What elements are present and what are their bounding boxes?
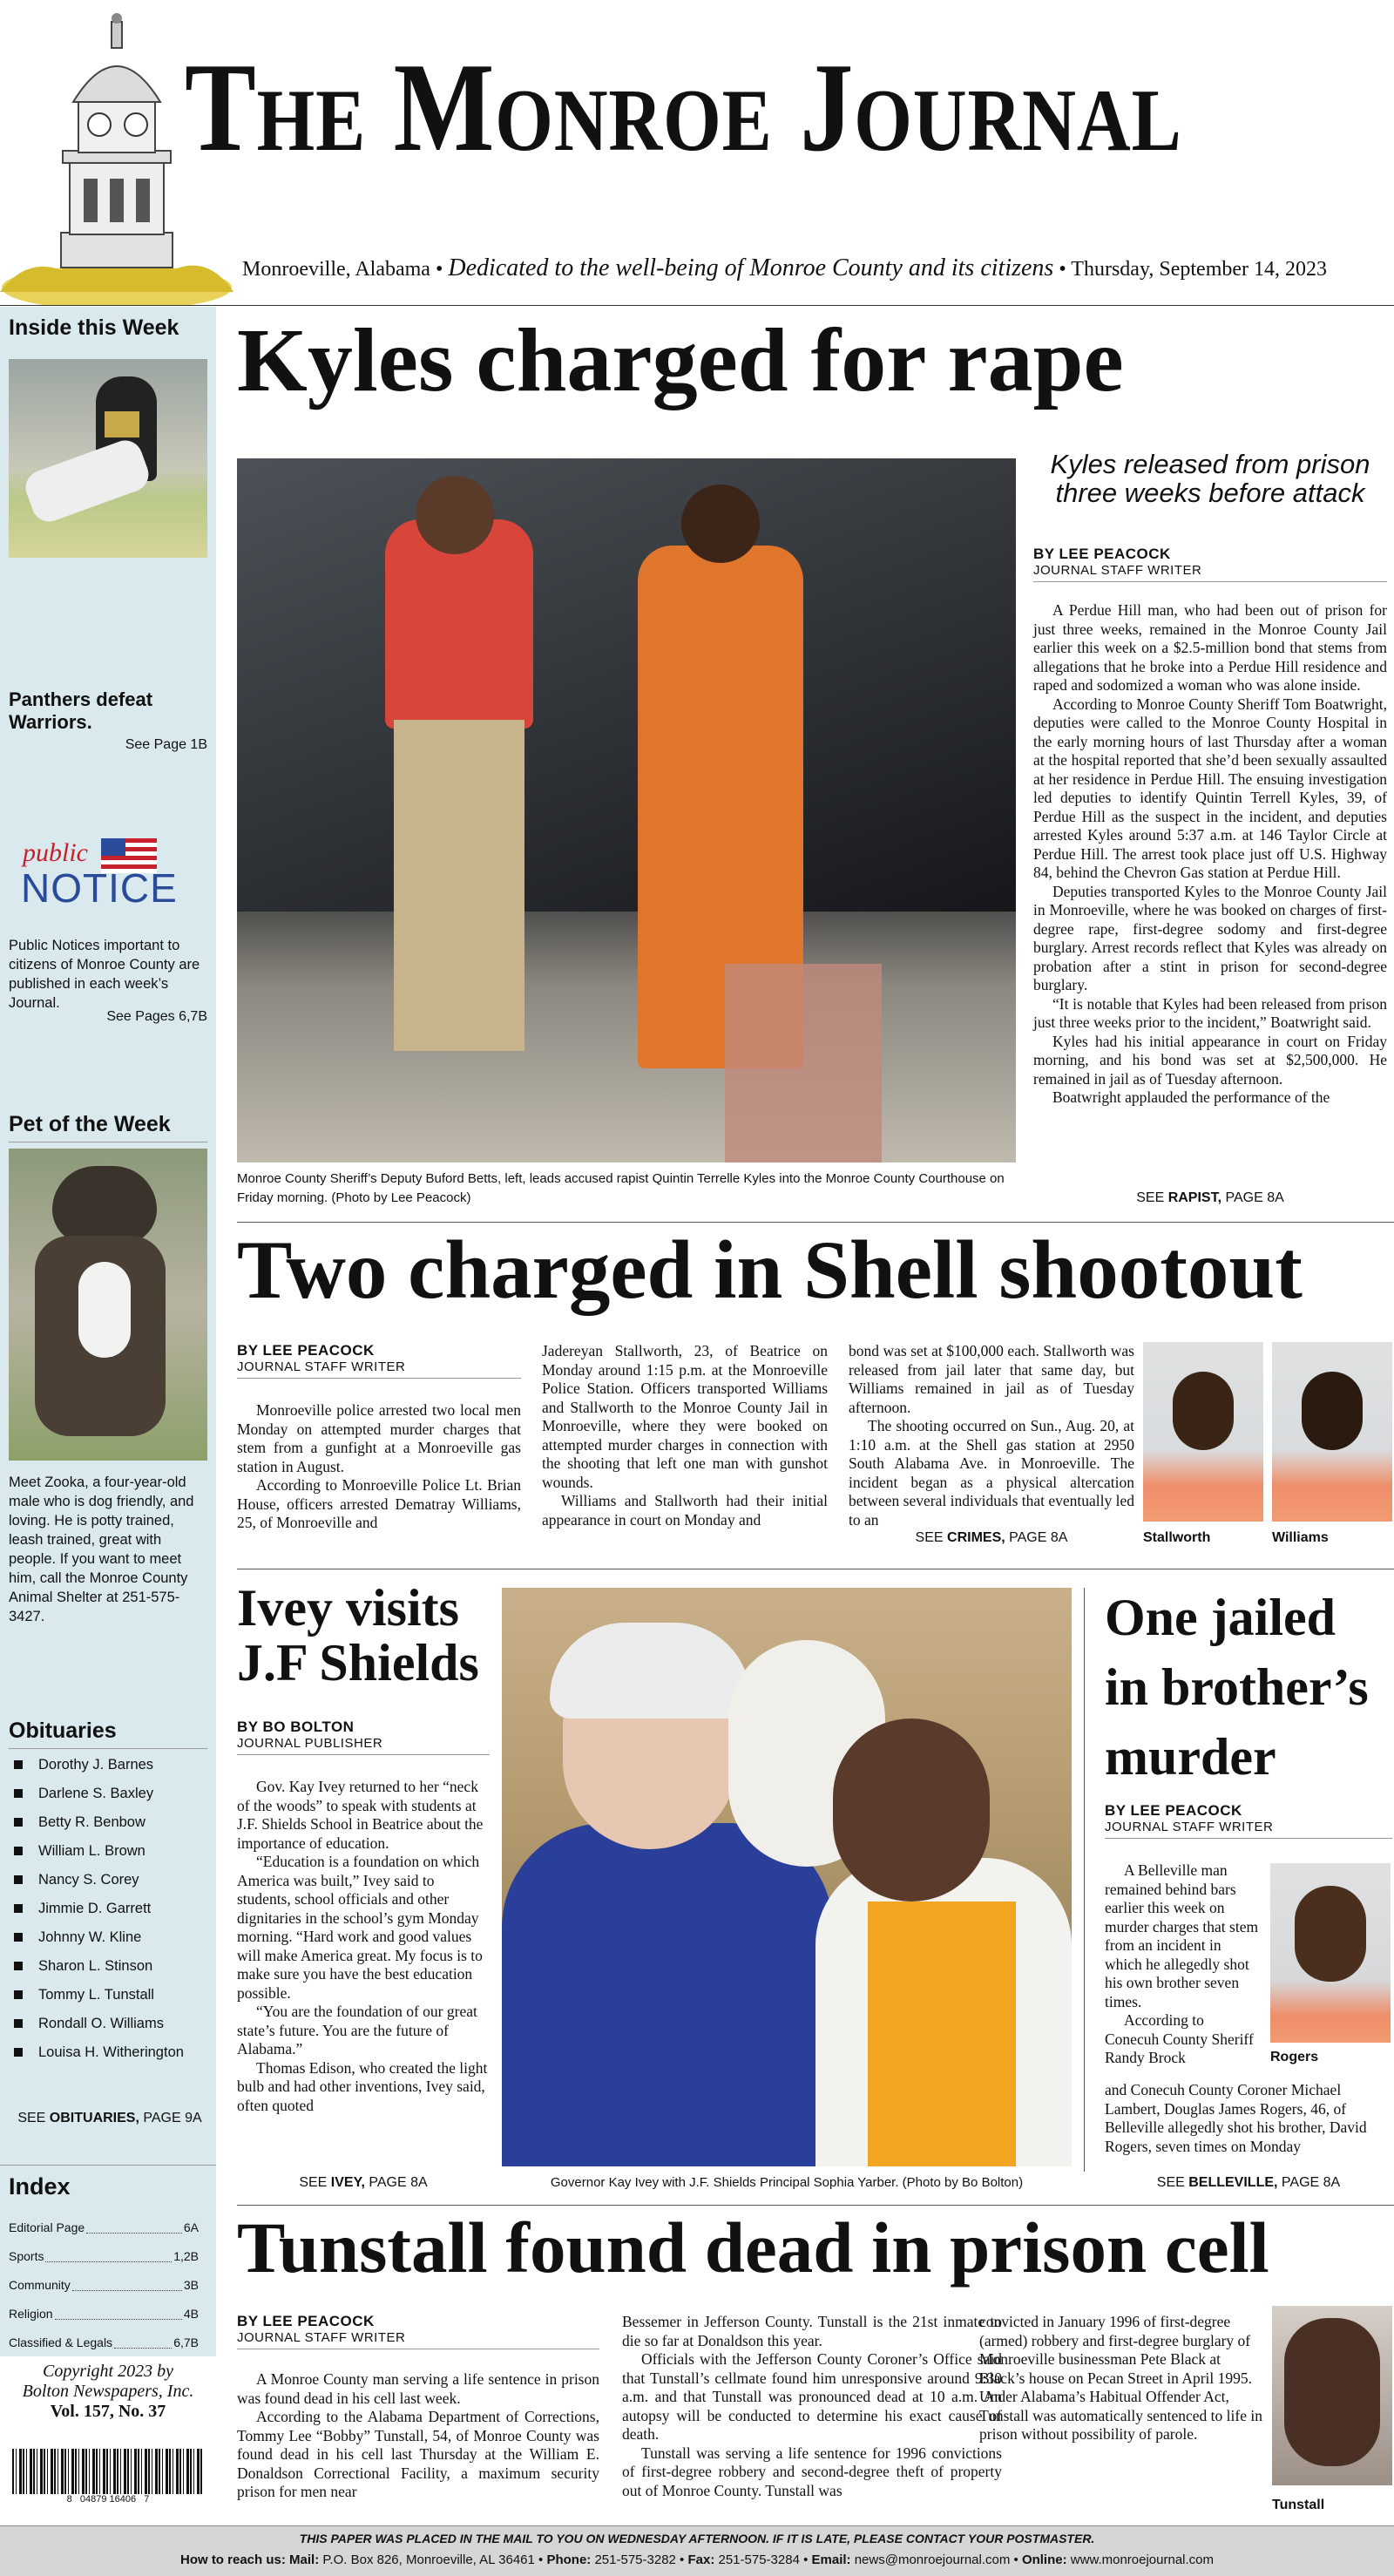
- story5-paragraph: Officials with the Jefferson County Coroner’s Office said that Tunstall’s cellmate found him unresponsive around 9:30 a.m. and that Tunstall was pronounced dead at 10 a.m. An autopsy will be conducted to determine his exact cause of death.: [622, 2350, 1002, 2443]
- email-link[interactable]: news@monroejournal.com: [854, 2552, 1011, 2567]
- story2-jump[interactable]: SEE CRIMES, PAGE 8A: [915, 1530, 1068, 1545]
- story3-paragraph: Thomas Edison, who created the light bulb and had other inventions, Ivey said, often quoted: [237, 2058, 488, 2114]
- obituary-item: Sharon L. Stinson: [14, 1958, 211, 1987]
- story3-paragraph: Gov. Kay Ivey returned to her “neck of the woods” to speak with students at J.F. Shields School in Beatrice about the importance of education.: [237, 1778, 484, 1852]
- story5-byline: BY LEE PEACOCK: [237, 2313, 375, 2329]
- story3-byline-block: [237, 1718, 490, 1764]
- story1-deck: Kyles released from prison three weeks before attack: [1050, 449, 1370, 508]
- story2-col1: [237, 1401, 521, 1533]
- story3-byline: BY BO BOLTON: [237, 1718, 355, 1735]
- obituary-item: Betty R. Benbow: [14, 1814, 211, 1843]
- story3-photo: [502, 1588, 1072, 2166]
- story2-paragraph: Williams and Stallworth had their initial appearance in court on Monday and: [542, 1492, 828, 1529]
- story2-col2: [542, 1342, 828, 1529]
- pet-title: Pet of the Week: [9, 1112, 171, 1136]
- pet-photo: [9, 1149, 207, 1461]
- story4-body-wide: [1105, 2081, 1392, 2156]
- story1-photo: [237, 458, 1016, 1163]
- story4-paragraph: and Conecuh County Coroner Michael Lambert, Douglas James Rogers, 46, of Belleville allegedly shot his brother, David Rogers, seven times on Monday: [1105, 2081, 1367, 2155]
- story5-paragraph: Tunstall was serving a life sentence for 1996 convictions of first-degree robbery and second-degree theft of property out of Monroe County. Tunstall was: [622, 2444, 1002, 2499]
- football-photo: [9, 359, 207, 558]
- story4-headline[interactable]: One jailed in brother’s murder: [1105, 1589, 1369, 1786]
- story5-paragraph: Bessemer in Jefferson County. Tunstall is the 21st inmate to die so far at Donaldson this year.: [622, 2313, 1002, 2349]
- story4-body-narrow: [1105, 1861, 1262, 2068]
- story5-col2: [622, 2313, 1002, 2500]
- copyright-line: Copyright 2023 by: [43, 2362, 173, 2381]
- public-notice-text: Public Notices important to citizens of Monroe County are published in each week’s Journal.: [9, 938, 200, 1011]
- index-title: Index: [9, 2173, 71, 2200]
- story4-byline-role: JOURNAL STAFF WRITER: [1105, 1820, 1392, 1839]
- obituary-item: Louisa H. Witherington: [14, 2044, 211, 2073]
- story4-paragraph: A Belleville man remained behind bars earlier this week on murder charges that stem from an incident in which he allegedly shot his own brother seven times.: [1105, 1861, 1259, 2010]
- story1-photo-caption: Monroe County Sheriff’s Deputy Buford Betts, left, leads accused rapist Quintin Terrelle Kyles into the Monroe County Courthouse on Friday morning. (Photo by Lee Peacock): [237, 1171, 1005, 1205]
- phone-number[interactable]: 251-575-3282: [594, 2552, 676, 2567]
- public-notice-word1: public: [23, 838, 88, 867]
- story4-paragraph: According to Conecuh County Sheriff Randy Brock: [1105, 2011, 1254, 2066]
- story5-col1: [237, 2370, 599, 2502]
- story1-byline-block: [1033, 546, 1387, 591]
- pet-text: Meet Zooka, a four-year-old male who is dog friendly, and loving. He is potty trained, leash trained, great with people. If you want to meet him, call the Monroe County Animal Shelter at 251-575-3427.: [9, 1474, 194, 1624]
- story2-headline[interactable]: Two charged in Shell shootout: [237, 1224, 1303, 1316]
- story1-paragraph: Boatwright applauded the performance of the: [1052, 1088, 1330, 1106]
- public-notice-word2: NOTICE: [21, 865, 178, 911]
- mugshot-tunstall: [1272, 2306, 1392, 2485]
- volume-line: Vol. 157, No. 37: [50, 2402, 166, 2421]
- story3-photo-caption: Governor Kay Ivey with J.F. Shields Principal Sophia Yarber. (Photo by Bo Bolton): [550, 2175, 1024, 2190]
- obituary-item: Rondall O. Williams: [14, 2016, 211, 2044]
- masthead: [0, 0, 1394, 305]
- website-link[interactable]: www.monroejournal.com: [1070, 2552, 1215, 2567]
- obituary-item: Johnny W. Kline: [14, 1929, 211, 1958]
- story2-paragraph: The shooting occurred on Sun., Aug. 20, at 1:10 a.m. at the Shell gas station at 2950 South Alabama Ave. in Monroeville. The incident began as a physical altercation between several individuals that eventually led to an: [849, 1417, 1135, 1529]
- barcode: [12, 2449, 204, 2510]
- story3-paragraph: “Education is a foundation on which America was built,” Ivey said to students, school officials and other dignitaries in the school’s gym Monday morning. “Hard work and good values will make America great. My focus is to make sure you have the best education possible.: [237, 1853, 483, 2002]
- story1-headline[interactable]: Kyles charged for rape: [237, 310, 1124, 410]
- story1-paragraph: Kyles had his initial appearance in court on Friday morning, and his bond was set at $2,500,000. He remained in jail as of Tuesday afternoon.: [1033, 1032, 1387, 1088]
- obituary-item: William L. Brown: [14, 1843, 211, 1872]
- mugshot-label-tunstall: Tunstall: [1272, 2498, 1325, 2512]
- story4-byline-block: [1105, 1802, 1392, 1847]
- index-row[interactable]: Classified & Legals 6,7B: [9, 2329, 199, 2357]
- obituaries-list: [14, 1757, 211, 2073]
- story3-headline[interactable]: Ivey visits J.F Shields: [237, 1579, 479, 1691]
- fax-number: 251-575-3284: [718, 2552, 800, 2567]
- index-row[interactable]: Editorial Page 6A: [9, 2213, 199, 2242]
- obituary-item: Darlene S. Baxley: [14, 1786, 211, 1814]
- story1-byline: BY LEE PEACOCK: [1033, 546, 1171, 562]
- barcode-number: 8 04879 16406 7: [66, 2494, 150, 2505]
- story5-byline-block: [237, 2313, 599, 2358]
- story2-paragraph: Monroeville police arrested two local men Monday on attempted murder charges that stem from a gunfight at a Monroeville gas station in August.: [237, 1401, 521, 1475]
- index-box: [0, 2165, 216, 2356]
- story5-paragraph: convicted in January 1996 of first-degree (armed) robbery and first-degree burglary of Monroeville businessman Pete Black at Black’s house on Pecan Street in April 1995. Under Alabama’s Habitual Offender Act, Tunstall was automatically sentenced to life in prison without possibility of parole.: [979, 2313, 1262, 2443]
- story3-byline-role: JOURNAL PUBLISHER: [237, 1736, 490, 1755]
- contact-line: How to reach us: Mail: P.O. Box 826, Monroeville, AL 36461 • Phone: 251-575-3282 • Fax: 251-575-3284 • Email: news@monroejournal.com • Online: www.monroejournal.com: [179, 2552, 1215, 2567]
- story2-paragraph: bond was set at $100,000 each. Stallworth was released from jail later that same day, but Williams remained in jail as of Tuesday afternoon.: [849, 1342, 1134, 1416]
- masthead-info-line: Monroeville, Alabama • Dedicated to the well-being of Monroe County and its citizens • Thursday, September 14, 2023: [242, 254, 1328, 281]
- mail-address: P.O. Box 826, Monroeville, AL 36461: [322, 2552, 535, 2567]
- story5-col3: [979, 2313, 1267, 2444]
- sidebar: [0, 307, 216, 2355]
- masthead-location: Monroeville, Alabama: [242, 258, 430, 281]
- inside-week-jump[interactable]: See Page 1B: [125, 737, 207, 752]
- inside-week-caption: Panthers defeat Warriors.: [9, 688, 153, 733]
- mugshot-rogers: [1270, 1863, 1391, 2043]
- story1-body: [1033, 601, 1387, 1108]
- obituary-item: Nancy S. Corey: [14, 1872, 211, 1901]
- obituary-item: Dorothy J. Barnes: [14, 1757, 211, 1786]
- public-notice-logo: [17, 838, 192, 911]
- story3-jump[interactable]: SEE IVEY, PAGE 8A: [299, 2175, 428, 2190]
- story4-jump[interactable]: SEE BELLEVILLE, PAGE 8A: [1156, 2175, 1341, 2190]
- story1-paragraph: According to Monroe County Sheriff Tom Boatwright, deputies were called to the Monroe County Hospital in the early morning hours of last Thursday after a woman at the hospital reported that she’d been sexually assaulted at her residence in Perdue Hill. The ensuing investigation led deputies to identify Quintin Terrell Kyles, 39, of Perdue Hill as the suspect in the incident, and deputies arrested Kyles around 5:37 a.m. at 146 Taylor Circle at Perdue Hill. The arrest took place just off U.S. Highway 84, behind the Chevron Gas station at Perdue Hill.: [1033, 695, 1387, 881]
- obituary-item: Jimmie D. Garrett: [14, 1901, 211, 1929]
- story3-paragraph: “You are the foundation of our great state’s future. You are the future of Alabama.”: [237, 2003, 477, 2057]
- index-row[interactable]: Community 3B: [9, 2271, 199, 2300]
- index-row[interactable]: Sports 1,2B: [9, 2242, 199, 2271]
- footer: [0, 2525, 1394, 2576]
- story1-byline-role: JOURNAL STAFF WRITER: [1033, 563, 1387, 582]
- masthead-title: The Monroe Journal: [185, 37, 1182, 178]
- story3-body: [237, 1778, 490, 2115]
- story5-headline[interactable]: Tunstall found dead in prison cell: [237, 2207, 1269, 2288]
- story5-paragraph: A Monroe County man serving a life sentence in prison was found dead in his cell last week.: [237, 2370, 599, 2407]
- index-list: [9, 2213, 199, 2357]
- mugshot-label-stallworth: Stallworth: [1143, 1530, 1211, 1545]
- masthead-tagline: Dedicated to the well-being of Monroe County and its citizens: [448, 254, 1054, 281]
- obituaries-title: Obituaries: [9, 1718, 117, 1743]
- story4-byline: BY LEE PEACOCK: [1105, 1802, 1242, 1819]
- index-row[interactable]: Religion 4B: [9, 2300, 199, 2329]
- inside-week-title: Inside this Week: [9, 315, 179, 340]
- masthead-date: Thursday, September 14, 2023: [1071, 258, 1328, 281]
- story2-byline: BY LEE PEACOCK: [237, 1342, 375, 1359]
- story1-jump[interactable]: SEE RAPIST, PAGE 8A: [1136, 1190, 1284, 1205]
- mugshot-stallworth: [1143, 1342, 1263, 1522]
- public-notice-jump[interactable]: See Pages 6,7B: [106, 1009, 207, 1024]
- story2-byline-role: JOURNAL STAFF WRITER: [237, 1359, 521, 1379]
- mugshot-label-rogers: Rogers: [1270, 2050, 1319, 2064]
- story1-paragraph: Deputies transported Kyles to the Monroe County Jail in Monroeville, where he was booked on charges of first-degree rape, first-degree sodomy and first-degree burglary. Arrest records reflect that Kyles was already on probation after a stint in prison for second-degree burglary.: [1033, 882, 1387, 993]
- mugshot-label-williams: Williams: [1272, 1530, 1329, 1545]
- story5-byline-role: JOURNAL STAFF WRITER: [237, 2330, 599, 2349]
- publisher-line: Bolton Newspapers, Inc.: [22, 2382, 194, 2401]
- story2-byline-block: [237, 1342, 521, 1387]
- mailing-notice: THIS PAPER WAS PLACED IN THE MAIL TO YOU ON WEDNESDAY AFTERNOON. IF IT IS LATE, PLEASE CONTACT YOUR POSTMASTER.: [299, 2532, 1095, 2545]
- story1-paragraph: A Perdue Hill man, who had been out of prison for just three weeks, remained in the Monroe County Jail earlier this week on a $2.5-million bond that stems from allegations that he broke into a Perdue Hill residence and raped and sodomized a woman who was alone inside.: [1033, 601, 1387, 694]
- story5-paragraph: According to the Alabama Department of Corrections, Tommy Lee “Bobby” Tunstall, 54, of Monroe County was found dead in his cell last Thursday at the William E. Donaldson Correctional Facility, a maximum security prison for men near: [237, 2408, 599, 2500]
- story2-paragraph: According to Monroeville Police Lt. Brian House, officers arrested Dematray Williams, 25, of Monroeville and: [237, 1476, 521, 1531]
- story1-paragraph: “It is notable that Kyles had been released from prison just three weeks prior to the incident,” Boatwright said.: [1033, 994, 1387, 1031]
- copyright-block: [0, 2362, 216, 2422]
- mugshot-williams: [1272, 1342, 1392, 1522]
- obituaries-jump[interactable]: SEE OBITUARIES, PAGE 9A: [17, 2111, 202, 2125]
- story2-paragraph: Jadereyan Stallworth, 23, of Beatrice on Monday around 1:15 p.m. at the Monroeville Police Station. Officers transported Williams and Stallworth to the Monroe County Jail in Monroeville, where they were booked on attempted murder charges in connection with the shooting that left one man with gunshot wounds.: [542, 1342, 828, 1491]
- story2-col3: [849, 1342, 1134, 1529]
- obituary-item: Tommy L. Tunstall: [14, 1987, 211, 2016]
